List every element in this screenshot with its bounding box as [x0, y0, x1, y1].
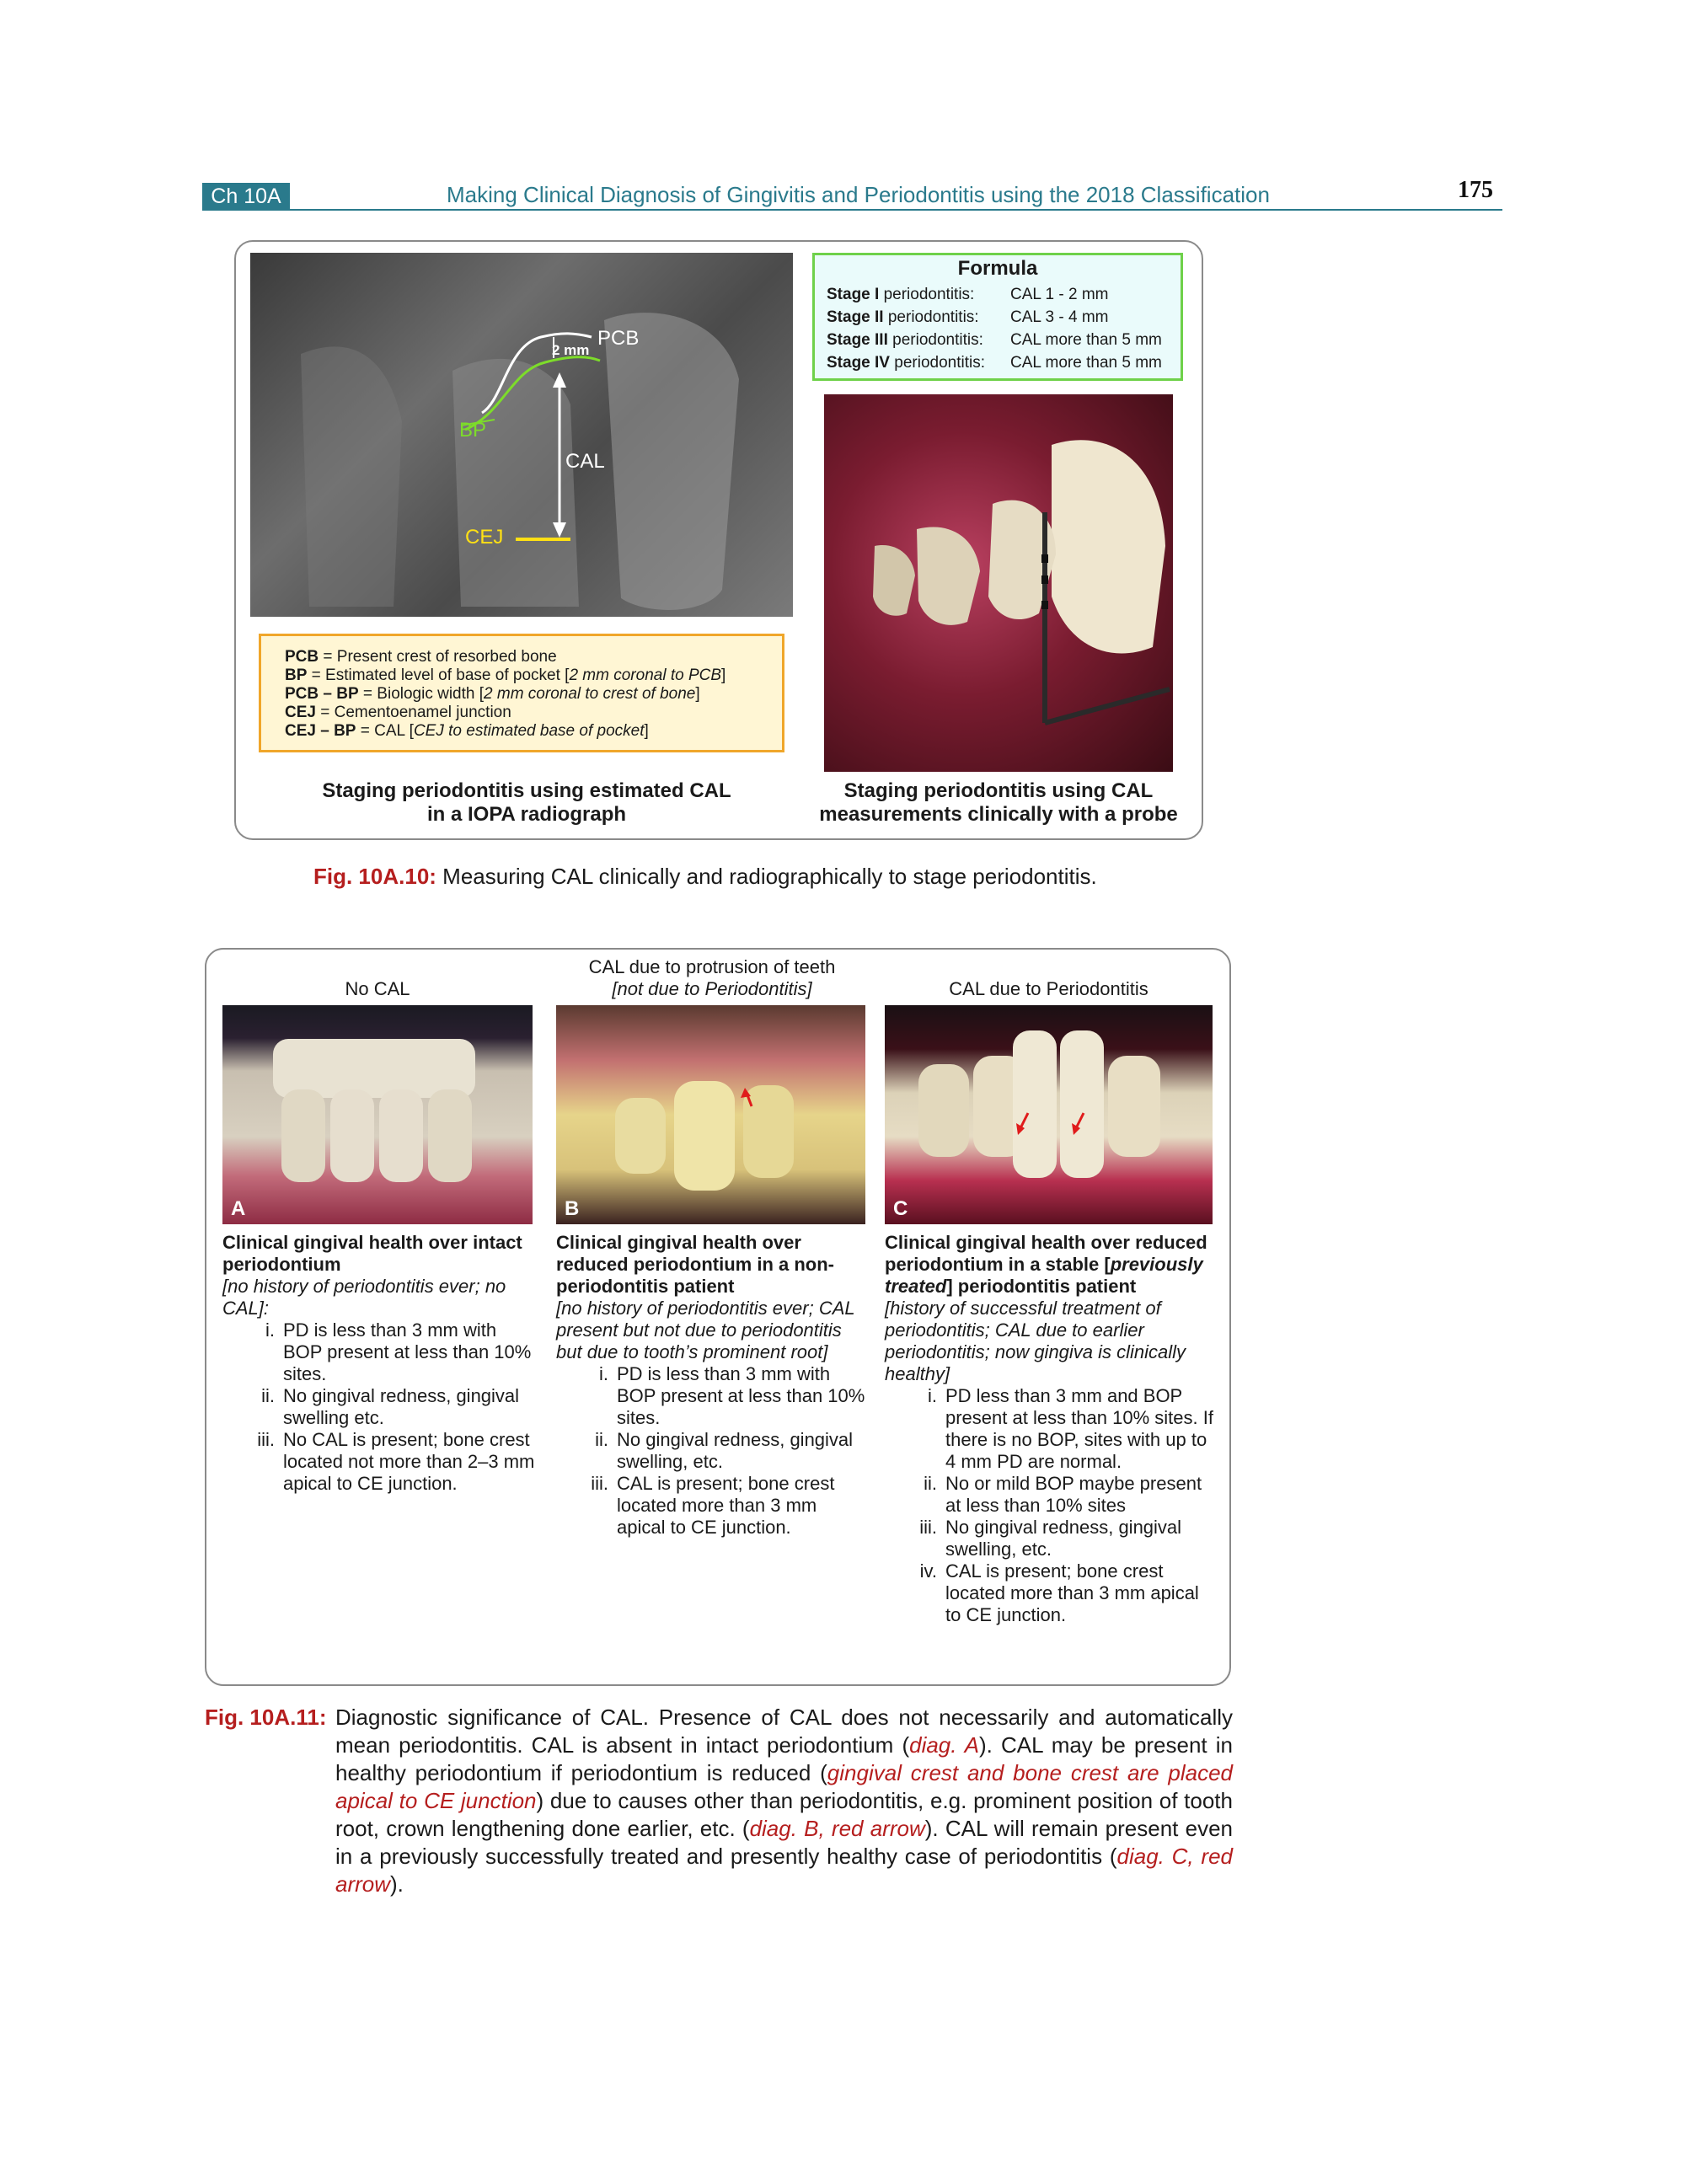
caption-clinical: Staging periodontitis using CAL measurements clinically with a probe: [819, 779, 1178, 826]
column-heading-c: Clinical gingival health over reduced periodontium in a stable [previously treated] periodontitis patient: [885, 1232, 1207, 1297]
teeth-illustration-a: [222, 1005, 533, 1224]
list-item: ii. No gingival redness, gingival swelling, etc.: [595, 1429, 854, 1472]
list-item: i. PD is less than 3 mm with BOP present at less than 10% sites.: [265, 1319, 532, 1384]
two-mm-label: 2 mm: [552, 342, 590, 358]
abbreviation-legend: [259, 634, 784, 752]
list-item: ii. No gingival redness, gingival swelling etc.: [261, 1385, 520, 1428]
column-title-c: CAL due to Periodontitis: [949, 978, 1148, 999]
formula-row: Stage IV periodontitis: CAL more than 5 mm: [827, 354, 1162, 372]
photo-c: [885, 1005, 1213, 1224]
column-title-b: CAL due to protrusion of teeth [not due to Periodontitis]: [588, 956, 836, 999]
column-heading-a: Clinical gingival health over intact periodontium: [222, 1232, 522, 1275]
cej-label: CEJ: [465, 526, 504, 549]
legend-row: CEJ – BP = CAL [CEJ to estimated base of pocket]: [285, 722, 649, 740]
formula-title: Formula: [957, 257, 1038, 280]
photo-label-c: C: [893, 1197, 908, 1220]
header-rule: [202, 209, 1502, 211]
figure-caption-text: Diagnostic significance of CAL. Presence of CAL does not necessarily and automatically mean periodontitis. CAL is absent in intact periodontium (diag. A). CAL may be present in healthy periodontium if periodontium is reduced (gingival crest and bone crest are placed apical to CE junction) due to causes other than periodontitis, e.g. prominent position of tooth root, crown lengthening done earlier, etc. (diag. B, red arrow). CAL will remain present even in a previously successfully treated and presently healthy case of periodontitis (diag. C, red arrow).: [335, 1705, 1234, 1897]
cal-label: CAL: [565, 450, 605, 473]
list-item: i. PD less than 3 mm and BOP present at less than 10% sites. If there is no BOP, sites with up to 4 mm PD are normal.: [928, 1385, 1213, 1472]
list-item: iii. CAL is present; bone crest located more than 3 mm apical to CE junction.: [591, 1473, 835, 1538]
column-heading-b: Clinical gingival health over reduced periodontium in a non-periodontitis patient: [556, 1232, 834, 1297]
bp-label: BP: [459, 419, 487, 442]
formula-row: Stage II periodontitis: CAL 3 - 4 mm: [827, 308, 1109, 326]
formula-row: Stage III periodontitis: CAL more than 5 mm: [827, 331, 1162, 349]
column-title-a: No CAL: [345, 978, 410, 999]
figure-caption-1: Fig. 10A.10: Measuring CAL clinically and radiographically to stage periodontitis.: [313, 864, 1097, 889]
legend-row: PCB – BP = Biologic width [2 mm coronal to crest of bone]: [285, 685, 700, 703]
column-text-c: [885, 1232, 1218, 1626]
photo-label-a: A: [231, 1197, 246, 1220]
teeth-illustration-c: [885, 1005, 1213, 1224]
legend-row: BP = Estimated level of base of pocket [2 mm coronal to PCB]: [285, 666, 726, 684]
figure-number: Fig. 10A.11:: [205, 1705, 327, 1730]
photo-label-b: B: [565, 1197, 580, 1220]
formula-row: Stage I periodontitis: CAL 1 - 2 mm: [827, 286, 1109, 303]
column-note-c: [history of successful treatment of periodontitis; CAL due to earlier periodontitis; now gingiva is clinically healthy]: [885, 1298, 1186, 1384]
legend-row: PCB = Present crest of resorbed bone: [285, 648, 557, 666]
list-item: iv. CAL is present; bone crest located more than 3 mm apical to CE junction.: [919, 1560, 1199, 1625]
list-item: i. PD is less than 3 mm with BOP present at less than 10% sites.: [599, 1363, 865, 1428]
list-item: ii. No or mild BOP maybe present at less than 10% sites: [924, 1473, 1202, 1516]
page-number: 175: [1458, 177, 1493, 203]
radiograph-image: [250, 253, 793, 617]
pcb-label: PCB: [597, 327, 640, 350]
list-item: iii. No CAL is present; bone crest located not more than 2–3 mm apical to CE junction.: [257, 1429, 535, 1494]
photo-b: [556, 1005, 865, 1224]
list-item: iii. No gingival redness, gingival swelling, etc.: [919, 1517, 1182, 1560]
column-text-b: [556, 1232, 870, 1539]
column-note-a: [no history of periodontitis ever; no CAL]:: [222, 1276, 506, 1319]
running-title: Making Clinical Diagnosis of Gingivitis and Periodontitis using the 2018 Classification: [447, 182, 1270, 207]
column-note-b: [no history of periodontitis ever; CAL present but not due to periodontitis but due to tooth’s prominent root]: [556, 1298, 855, 1362]
probe-illustration: [824, 394, 1173, 772]
figure-number: Fig. 10A.10:: [313, 864, 436, 889]
formula-box: [812, 253, 1183, 381]
legend-row: CEJ = Cementoenamel junction: [285, 704, 511, 721]
teeth-illustration-b: [556, 1005, 865, 1224]
chapter-tag: Ch 10A: [202, 183, 290, 211]
clinical-probe-photo: [824, 394, 1173, 772]
caption-radiograph: Staging periodontitis using estimated CAL in a IOPA radiograph: [322, 779, 731, 826]
photo-a: [222, 1005, 533, 1224]
column-text-a: [222, 1232, 539, 1495]
radiograph-annotations: [250, 253, 793, 617]
